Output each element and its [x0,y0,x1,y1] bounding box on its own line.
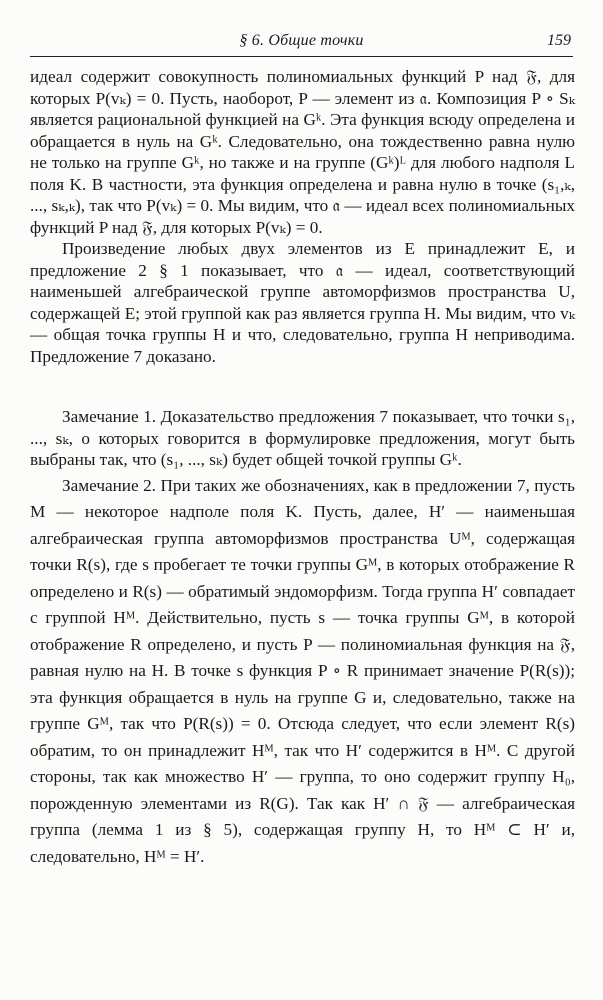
remark-2: Замечание 2. При таких же обозначениях, как в предложении 7, пусть M — некоторое надполе поля K. Пусть, далее, H′ — наименьшая алгебраическая группа автоморфизмов пространства Uᴹ, содержащая точки R(s), где s пробегает те точки группы Gᴹ, в которых отображение R определено и R(s) — обратимый эндоморфизм. Тогда группа H′ совпадает с группой Hᴹ. Действительно, пусть s — точка группы Gᴹ, в которой отображение R определено, и пусть P — полиномиальная функция на 𝔉, равная нулю на H. В точке s функция P ∘ R принимает значение P(R(s)); эта функция обращается в нуль на группе G и, следовательно, также на группе Gᴹ, так что P(R(s)) = 0. Отсюда следует, что если элемент R(s) обратим, то он принадлежит Hᴹ, так что H′ содержится в Hᴹ. С другой стороны, так как множество H′ — группа, то оно содержит группу H₀, порожденную элементами из R(G). Так как H′ ∩ 𝔉 — алгебраическая группа (лемма 1 из § 5), содержащая группу H, то Hᴹ ⊂ H′ и, следовательно, Hᴹ = H′. [30,475,575,866]
remark-1: Замечание 1. Доказательство предложения 7 показывает, что точки s₁, ..., sₖ, о которых говорится в формулировке предложения, могут быть выбраны так, что (s₁, ..., sₖ) будет общей точкой группы Gᵏ. [30,407,575,469]
page-body [30,66,575,870]
section-title: § 6. Общие точки [239,32,364,49]
running-header [30,30,573,57]
paragraph-product: Произведение любых двух элементов из E принадлежит E, и предложение 2 § 1 показывает, что 𝔞 — идеал, соответствующий наименьшей алгебраической группе автоморфизмов пространства U, содержащей E; этой группой как раз является группа H. Мы видим, что vₖ — общая точка группы H и что, следовательно, группа H неприводима. Предложение 7 доказано. [30,239,575,366]
paragraph-continuation: идеал содержит совокупность полиномиальных функций P над 𝔉, для которых P(vₖ) = 0. Пусть, наоборот, P — элемент из 𝔞. Композиция P ∘ Sₖ является рациональной функцией на Gᵏ. Эта функция всюду определена и обращается в нуль на Gᵏ. Следовательно, она тождественно равна нулю не только на группе Gᵏ, но также и на группе (Gᵏ)ᴸ для любого надполя L поля K. В частности, эта функция определена и равна нулю в точке (s₁,ₖ, ..., sₖ,ₖ), так что P(vₖ) = 0. Мы видим, что 𝔞 — идеал всех полиномиальных функций P над 𝔉, для которых P(vₖ) = 0. [30,67,575,237]
page-number: 159 [547,32,571,49]
